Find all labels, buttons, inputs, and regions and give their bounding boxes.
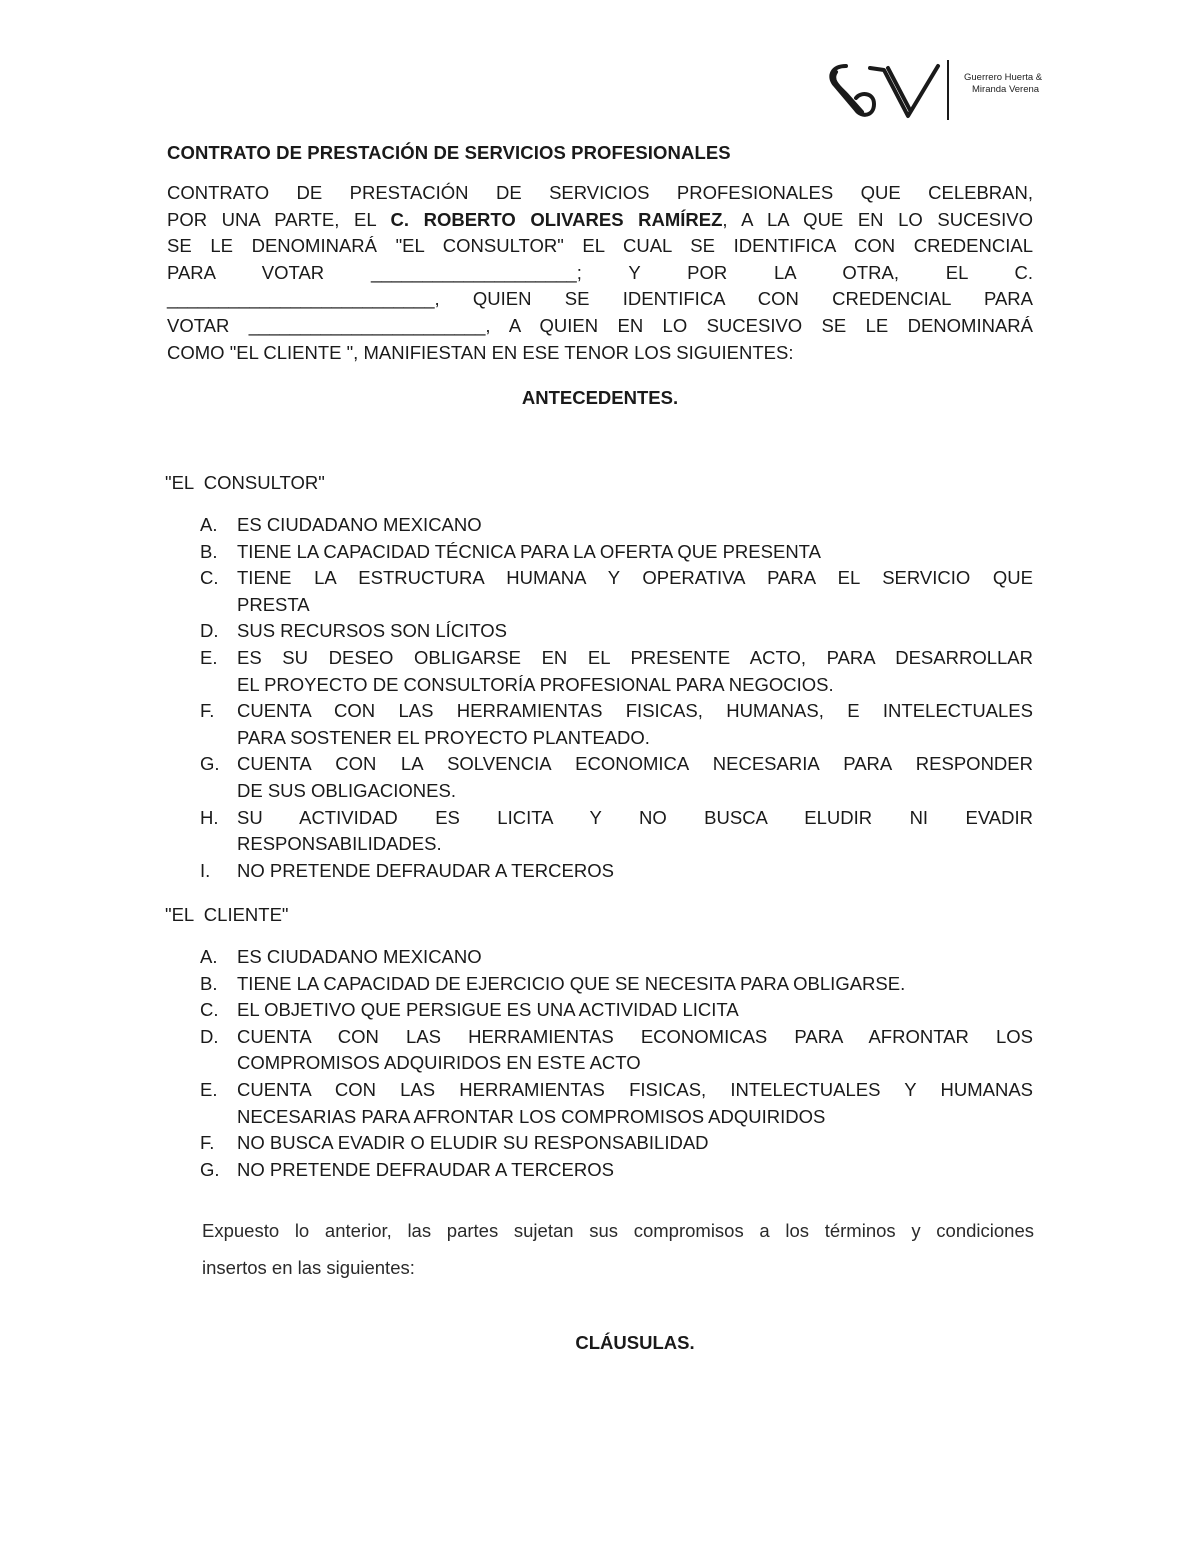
list-item-text: TIENE LA CAPACIDAD TÉCNICA PARA LA OFERTA QUE PRESENTA [237,540,821,562]
intro-line [167,207,1033,234]
list-item-marker: C. [200,567,219,589]
list-item-marker: I. [200,859,211,881]
list-item-text: DE SUS OBLIGACIONES. [237,779,456,801]
list-item [200,698,1033,751]
list-item-text: NO PRETENDE DEFRAUDAR A TERCEROS [237,1158,614,1180]
list-item-text: PRESTA [237,593,310,615]
list-item [200,539,1033,566]
list-item-marker: D. [200,620,219,642]
list-item [200,1157,1033,1184]
consultor-name: C. ROBERTO OLIVARES RAMÍREZ [390,208,723,230]
list-item-marker: D. [200,1025,219,1047]
closing-line: insertos en las siguientes: [202,1257,415,1278]
list-item-text: NO BUSCA EVADIR O ELUDIR SU RESPONSABILIDAD [237,1132,709,1154]
logo-text-line1: Guerrero Huerta & [964,72,1043,83]
list-item-text: PARA SOSTENER EL PROYECTO PLANTEADO. [237,726,650,748]
list-item [200,1077,1033,1130]
list-item-text: CUENTA CON LAS HERRAMIENTAS ECONOMICAS PARA AFRONTAR LOS [237,1025,1033,1047]
closing-paragraph [202,1212,1034,1286]
list-item [200,1024,1033,1077]
cliente-heading: "EL CLIENTE" [165,904,289,925]
intro-text: POR UNA PARTE, EL [167,208,391,230]
company-logo [826,58,1066,122]
list-item-text: SUS RECURSOS SON LÍCITOS [237,620,508,642]
list-item-text: ES CIUDADANO MEXICANO [237,514,482,535]
list-item-marker: H. [200,806,219,828]
intro-line: __________________________, QUIEN SE IDENTIFICA CON CREDENCIAL PARA [167,288,1033,310]
list-item-text: NO PRETENDE DEFRAUDAR A TERCEROS [237,859,614,881]
list-item-marker: B. [200,540,218,562]
cliente-list [200,944,1033,1183]
list-item [200,944,1033,971]
list-item [200,805,1033,858]
list-item-text: CUENTA CON LA SOLVENCIA ECONOMICA NECESARIA PARA RESPONDER [237,753,1033,775]
clausulas-heading: CLÁUSULAS. [575,1332,695,1353]
list-item-text: TIENE LA CAPACIDAD DE EJERCICIO QUE SE NECESITA PARA OBLIGARSE. [237,972,906,994]
logo-text-line2: Miranda Verena [972,84,1040,95]
intro-text: , A LA QUE EN LO SUCESIVO [722,208,1033,230]
list-item-marker: A. [200,946,218,967]
logo-caption [964,72,1042,96]
list-item-text: EL OBJETIVO QUE PERSIGUE ES UNA ACTIVIDAD LICITA [237,999,739,1021]
list-item-marker: C. [200,999,219,1021]
list-item [200,512,1033,539]
antecedentes-heading: ANTECEDENTES. [521,387,679,408]
list-item-marker: F. [200,700,215,722]
list-item [200,618,1033,645]
list-item-text: SU ACTIVIDAD ES LICITA Y NO BUSCA ELUDIR NI EVADIR [237,806,1033,828]
list-item-text: CUENTA CON LAS HERRAMIENTAS FISICAS, HUMANAS, E INTELECTUALES [237,700,1033,722]
list-item-text: RESPONSABILIDADES. [237,833,442,855]
intro-line: SE LE DENOMINARÁ "EL CONSULTOR" EL CUAL SE IDENTIFICA CON CREDENCIAL [167,235,1033,257]
list-item-text: ES CIUDADANO MEXICANO [237,946,482,967]
list-item-marker: E. [200,1078,218,1100]
list-item-text: CUENTA CON LAS HERRAMIENTAS FISICAS, INTELECTUALES Y HUMANAS [237,1078,1033,1100]
document-title: CONTRATO DE PRESTACIÓN DE SERVICIOS PROFESIONALES [167,142,731,163]
logo-monogram-icon [826,58,956,122]
list-item-marker: G. [200,1158,220,1180]
list-item-text: NECESARIAS PARA AFRONTAR LOS COMPROMISOS ADQUIRIDOS [237,1105,826,1127]
list-item-marker: G. [200,753,220,775]
list-item [200,751,1033,804]
intro-line: PARA VOTAR ____________________; Y POR LA OTRA, EL C. [167,261,1033,283]
list-item [200,997,1033,1024]
list-item-text: COMPROMISOS ADQUIRIDOS EN ESTE ACTO [237,1052,641,1074]
list-item-marker: A. [200,514,218,535]
closing-line: Expuesto lo anterior, las partes sujetan sus compromisos a los términos y condiciones [202,1220,1034,1241]
list-item-text: TIENE LA ESTRUCTURA HUMANA Y OPERATIVA PARA EL SERVICIO QUE [237,567,1033,589]
list-item [200,645,1033,698]
intro-line: COMO "EL CLIENTE ", MANIFIESTAN EN ESE TENOR LOS SIGUIENTES: [167,341,794,363]
list-item [200,971,1033,998]
list-item-marker: B. [200,972,218,994]
list-item [200,565,1033,618]
list-item [200,858,1033,885]
list-item-text: EL PROYECTO DE CONSULTORÍA PROFESIONAL PARA NEGOCIOS. [237,673,834,695]
intro-paragraph [167,180,1033,366]
consultor-list [200,512,1033,884]
list-item-marker: F. [200,1132,215,1154]
intro-line: VOTAR _______________________, A QUIEN EN LO SUCESIVO SE LE DENOMINARÁ [167,314,1033,336]
intro-line: CONTRATO DE PRESTACIÓN DE SERVICIOS PROFESIONALES QUE CELEBRAN, [167,182,1033,203]
list-item-marker: E. [200,646,218,668]
list-item-text: ES SU DESEO OBLIGARSE EN EL PRESENTE ACTO, PARA DESARROLLAR [237,646,1033,668]
consultor-heading: "EL CONSULTOR" [165,472,325,493]
list-item [200,1130,1033,1157]
